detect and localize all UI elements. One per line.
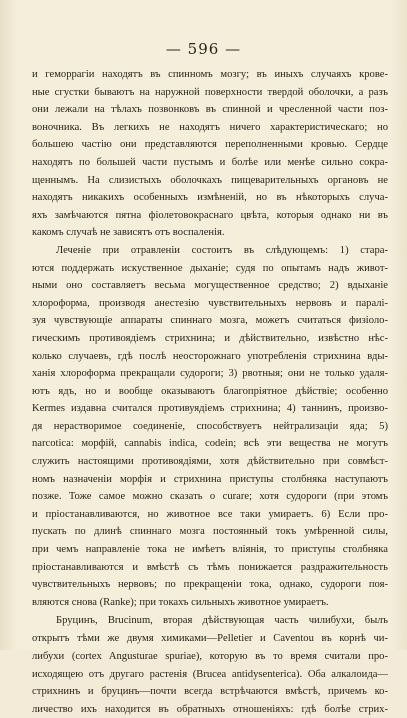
text-line: находятъ никакихъ особенныхъ измѣненій, но въ нѣкоторыхъ случа- <box>32 192 388 204</box>
text-line: позже. Тоже самое можно сказать о curare; хотя судороги (при этомъ <box>32 491 388 503</box>
text-line: Kermes издавна считался противуядіемъ стрихнина; 4) таннинъ, произво- <box>32 403 388 415</box>
text-line: воночника. Въ легкихъ не находятъ ничего характеристическаго; но <box>32 121 388 133</box>
text-line: при чемъ направленіе тока не имѣетъ вліянія, то приступы столбняка <box>32 544 388 556</box>
text-line: служить настоящими противоядіями, хотя дѣйствительно при совмѣст- <box>32 456 388 468</box>
text-line: пускать по длинѣ спиннаго мозга постоянный токъ умѣренной силы, <box>32 526 388 538</box>
text-line: большею частію они представляются переполненными кровью. Сердце <box>32 139 388 151</box>
text-line: какомъ случаѣ не зависятъ отъ воспаленія. <box>32 227 225 239</box>
text-line: стрихнинъ и бруцинъ—почти всегда встрѣчаются вмѣстѣ, причемъ ко- <box>32 686 388 698</box>
page-number: — 596 — <box>165 40 242 58</box>
text-line: хлороформа, производя анестезію чувствительныхъ нервовъ и паралі- <box>32 297 388 309</box>
text-line: яхъ замѣчаются пятна фіолетовокраснаго цвѣта, которыя однако ни въ <box>32 209 388 221</box>
text-line: личество ихъ находится въ обратныхъ отношеніяхъ: гдѣ болѣе стрих- <box>32 703 388 715</box>
text-line: и пріостанавливаются, но животное все таки умираетъ. 6) Если про- <box>32 508 388 520</box>
text-line: открытъ тѣми же двумя химиками—Pelletier и Caventou въ корнѣ чи- <box>32 633 388 645</box>
text-line: ные сгустки бываютъ на наружной поверхности твердой оболочки, а разъ <box>32 86 388 98</box>
text-line: номъ назначеніи морфія и стрихнина приступы столбняка наступаютъ <box>32 473 388 485</box>
text-line: Бруцинъ, Brucinum, вторая дѣйствующая часть чилибухи, былъ <box>56 615 388 627</box>
text-line: они лежали на тѣлахъ позвонковъ въ спинной и чресленной части поз- <box>32 104 388 116</box>
text-line: ханія хлороформа прекращали судороги; 3) рвотныя; они не только удаля- <box>32 368 388 380</box>
text-line: щеннымъ. На слизистыхъ оболочкахъ пищеварительныхъ органовъ не <box>32 174 388 186</box>
text-line: ютъ ядъ, но и вообще оказываютъ благопріятное дѣйствіе; особенно <box>32 385 388 397</box>
text-line: гическимъ противоядіемъ стрихнина; и дѣйствительно, извѣстно нѣс- <box>32 332 388 344</box>
text-line: чувствительныхъ нервовъ; по прекращеніи тока, однако, судороги поя- <box>32 579 388 591</box>
text-line: и геморрагіи находятъ въ спинномъ мозгу; въ иныхъ случаяхъ крове- <box>32 69 388 80</box>
text-line: либухи (cortex Angusturae spuriae), которую въ то время считали про- <box>32 651 388 662</box>
text-line: narcotica: морфій, cannabis indica, codein; всѣ эти вещества не могутъ <box>32 438 388 450</box>
body-text <box>32 66 388 718</box>
text-line: ными оно составляетъ весьма могущественное средство; 2) вдыханіе <box>32 280 388 292</box>
text-line: колько случаевъ, гдѣ послѣ неосторожнаго употребленія стрихнина вды- <box>32 350 388 362</box>
text-line: зуя чувствующіе аппараты спиннаго мозга, можетъ считаться физіоло- <box>32 315 388 327</box>
text-line: вляются снова (Ranke); при токахъ сильныхъ животное умираетъ. <box>32 596 329 608</box>
text-line: дя нерастворимое соединеніе, способствуетъ нейтрализаціи яда; 5) <box>32 420 388 432</box>
text-line: Леченіе при отравленіи состоитъ въ слѣдующемъ: 1) стара- <box>56 244 388 256</box>
text-line: ются поддержать искуственное дыханіе; судя по опытамъ надъ живот- <box>32 262 388 274</box>
text-line: пріостанавливаются и вмѣстѣ съ тѣмъ понижается раздражительность <box>32 561 388 573</box>
text-line: исходящею отъ другаго растенія (Brucea antidysenterica). Оба алкалоида— <box>32 668 388 680</box>
text-line: находятъ по большей части пустымъ и болѣе или менѣе сильно сокра- <box>32 156 388 168</box>
